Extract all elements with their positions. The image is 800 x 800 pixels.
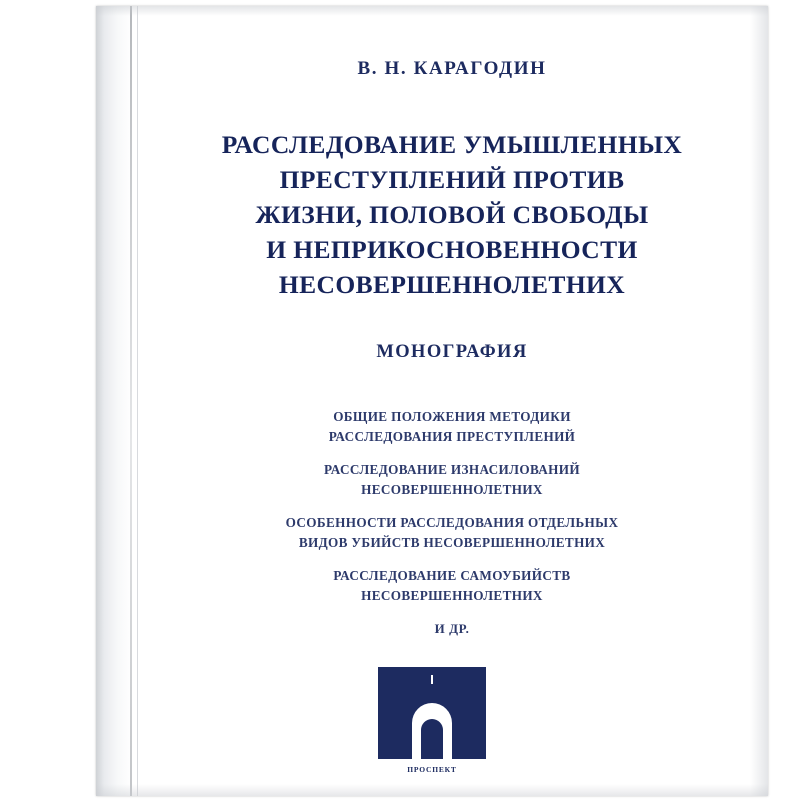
logo-arch	[412, 703, 452, 759]
topic-line: РАССЛЕДОВАНИЕ ИЗНАСИЛОВАНИЙ	[324, 462, 580, 477]
topic-line: ВИДОВ УБИЙСТВ НЕСОВЕРШЕННОЛЕТНИХ	[298, 534, 606, 550]
topic-line: РАССЛЕДОВАНИЕ САМОУБИЙСТВ	[333, 568, 571, 583]
topic-item	[152, 460, 752, 499]
topic-line: НЕСОВЕРШЕННОЛЕТНИХ	[361, 587, 543, 603]
topic-line: НЕСОВЕРШЕННОЛЕТНИХ	[361, 481, 543, 497]
spine-crease	[130, 6, 132, 796]
prospekt-logo-icon	[378, 667, 486, 759]
topic-item	[152, 407, 752, 446]
title-line: ЖИЗНИ, ПОЛОВОЙ СВОБОДЫ	[255, 200, 649, 229]
title-line: РАССЛЕДОВАНИЕ УМЫШЛЕННЫХ	[221, 130, 683, 159]
book-title	[152, 127, 752, 302]
cover-right-edge-shadow	[750, 6, 768, 796]
topic-item	[152, 566, 752, 605]
topic-line: ОСОБЕННОСТИ РАССЛЕДОВАНИЯ ОТДЕЛЬНЫХ	[285, 515, 619, 530]
book-cover	[96, 6, 768, 796]
logo-arch-inner	[421, 719, 443, 759]
topic-item	[152, 513, 752, 552]
title-line: ПРЕСТУПЛЕНИЙ ПРОТИВ	[279, 165, 625, 194]
publisher-name: ПРОСПЕКТ	[407, 765, 457, 774]
topics-etc: И ДР.	[434, 621, 470, 636]
publisher-logo	[372, 667, 492, 774]
topic-line: ОБЩИЕ ПОЛОЖЕНИЯ МЕТОДИКИ	[333, 409, 571, 424]
title-line: НЕСОВЕРШЕННОЛЕТНИХ	[278, 270, 626, 299]
spine-crease-secondary	[137, 6, 138, 796]
topics-list	[152, 407, 752, 637]
publication-kind: МОНОГРАФИЯ	[376, 342, 528, 362]
title-line: И НЕПРИКОСНОВЕННОСТИ	[266, 235, 638, 264]
topic-line: РАССЛЕДОВАНИЯ ПРЕСТУПЛЕНИЙ	[328, 428, 576, 444]
book-spine	[96, 6, 142, 796]
logo-tick	[431, 675, 433, 684]
author-name: В. Н. КАРАГОДИН	[357, 58, 547, 79]
